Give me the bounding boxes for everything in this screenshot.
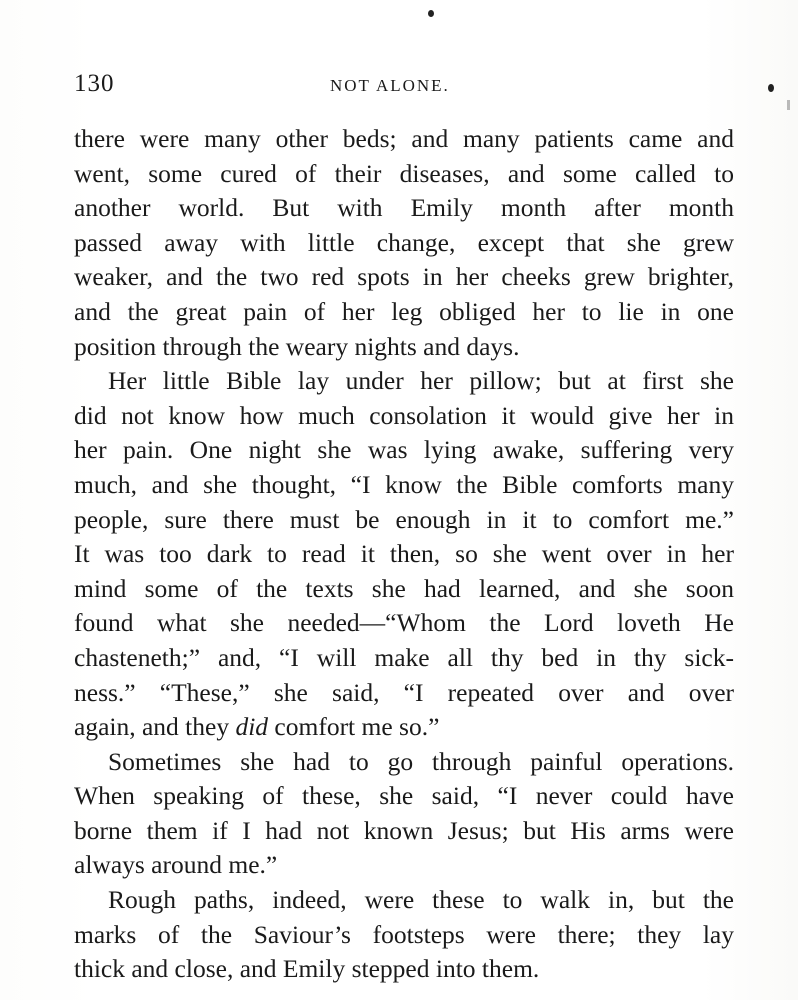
text-segment: again, and they: [74, 712, 230, 742]
italic-emphasis: did: [235, 712, 269, 742]
page-header: [74, 70, 734, 100]
text-line: passed away with little change, except that she grew: [74, 227, 734, 257]
text-line: ness.” “These,” she said, “I repeated over and over: [74, 677, 734, 707]
ink-speck: [428, 10, 434, 17]
text-line: position through the weary nights and days.: [74, 331, 520, 361]
text-line: people, sure there must be enough in it to comfort me.”: [74, 504, 734, 534]
text-line: weaker, and the two red spots in her cheeks grew brighter,: [74, 262, 734, 292]
page-number: 130: [74, 70, 115, 97]
text-line: found what she needed—“Whom the Lord loveth He: [74, 608, 734, 638]
text-line: always around me.”: [74, 850, 278, 880]
text-line: marks of the Saviour’s footsteps were there; they lay: [74, 919, 734, 949]
text-segment: comfort me so.”: [274, 712, 440, 742]
ink-speck: [768, 84, 774, 92]
text-line: mind some of the texts she had learned, and she soon: [74, 573, 734, 603]
running-title: NOT ALONE.: [330, 76, 450, 95]
text-line: her pain. One night she was lying awake, suffering very: [74, 435, 734, 465]
text-line: borne them if I had not known Jesus; but His arms were: [74, 815, 734, 845]
paragraph-start-line: Sometimes she had to go through painful operations.: [108, 746, 734, 776]
text-line: thick and close, and Emily stepped into them.: [74, 954, 540, 984]
text-line: much, and she thought, “I know the Bible comforts many: [74, 469, 734, 499]
paragraph-start-line: Her little Bible lay under her pillow; but at first she: [108, 366, 734, 396]
edge-shadow: [787, 100, 790, 110]
text-line: and the great pain of her leg obliged her to lie in one: [74, 296, 734, 326]
text-line: there were many other beds; and many patients came and: [74, 124, 734, 153]
text-line: chasteneth;” and, “I will make all thy bed in thy sick-: [74, 642, 734, 672]
text-line: another world. But with Emily month after month: [74, 193, 734, 223]
text-line: It was too dark to read it then, so she went over in her: [74, 539, 734, 569]
paragraph-start-line: Rough paths, indeed, were these to walk in, but the: [108, 885, 734, 915]
text-line: did not know how much consolation it would give her in: [74, 400, 734, 430]
body-text: [74, 122, 734, 987]
text-line: went, some cured of their diseases, and some called to: [74, 158, 734, 188]
text-line-with-italic: [74, 710, 734, 745]
text-line: When speaking of these, she said, “I never could have: [74, 781, 734, 811]
